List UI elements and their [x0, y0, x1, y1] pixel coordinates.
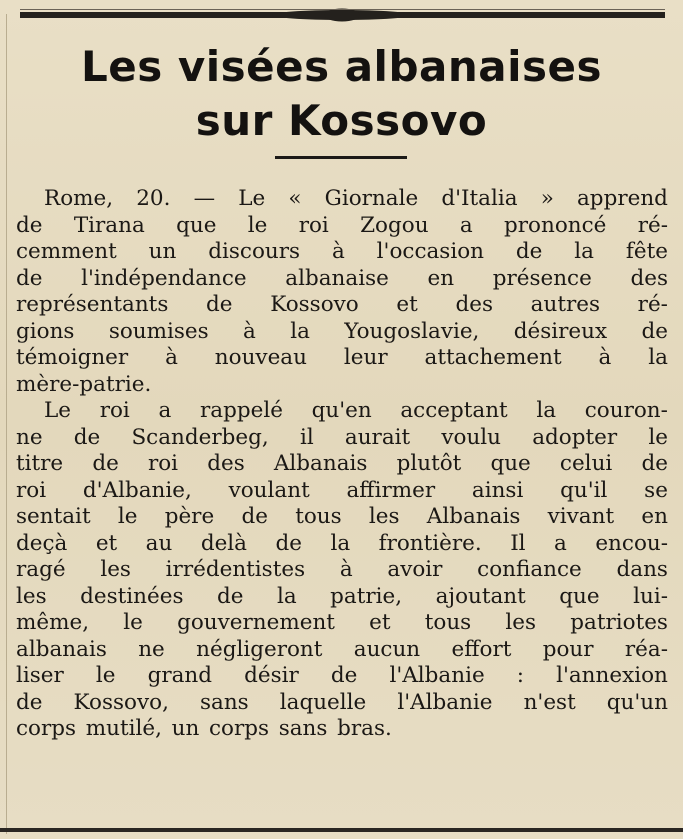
- article-line: gions soumises à la Yougoslavie, désireux de: [16, 318, 668, 344]
- article-line: de Tirana que le roi Zogou a prononcé ré-: [16, 212, 668, 238]
- article-line: cemment un discours à l'occasion de la fête: [16, 239, 668, 264]
- article-headline: [0, 40, 683, 148]
- article-line: ragé les irrédentistes à avoir confiance dans: [16, 557, 668, 582]
- ornamental-top-rule: [20, 8, 665, 22]
- article-line: corps mutilé, un corps sans bras.: [16, 716, 392, 741]
- bottom-rule: [0, 828, 683, 832]
- article-line: mère-patrie.: [16, 371, 152, 397]
- article-body: [16, 186, 668, 743]
- article-line: témoigner à nouveau leur attachement à la: [16, 345, 668, 370]
- article-line: Rome, 20. — Le « Giornale d'Italia » apprend: [44, 186, 668, 211]
- article-line: de Kossovo, sans laquelle l'Albanie n'est qu'un: [16, 689, 668, 715]
- article-line: représentants de Kossovo et des autres ré-: [16, 292, 668, 317]
- article-line: Le roi a rappelé qu'en acceptant la couron-: [44, 398, 668, 423]
- article-line: liser le grand désir de l'Albanie : l'annexion: [16, 663, 668, 688]
- article-line: de l'indépendance albanaise en présence des: [16, 265, 668, 291]
- article-line: même, le gouvernement et tous les patriotes: [16, 610, 668, 635]
- article-line: titre de roi des Albanais plutôt que celui de: [16, 451, 668, 476]
- headline-line-1: Les visées albanaises: [80, 42, 602, 91]
- headline-line-2: sur Kossovo: [195, 96, 488, 145]
- article-line: les destinées de la patrie, ajoutant que lui-: [16, 583, 668, 609]
- article-line: albanais ne négligeront aucun effort pour réa-: [16, 636, 668, 662]
- article-line: deçà et au delà de la frontière. Il a encou-: [16, 530, 668, 556]
- headline-separator-rule: [275, 156, 407, 159]
- article-line: sentait le père de tous les Albanais vivant en: [16, 504, 668, 529]
- article-line: roi d'Albanie, voulant affirmer ainsi qu'il se: [16, 477, 668, 503]
- article-line: ne de Scanderbeg, il aurait voulu adopter le: [16, 424, 668, 450]
